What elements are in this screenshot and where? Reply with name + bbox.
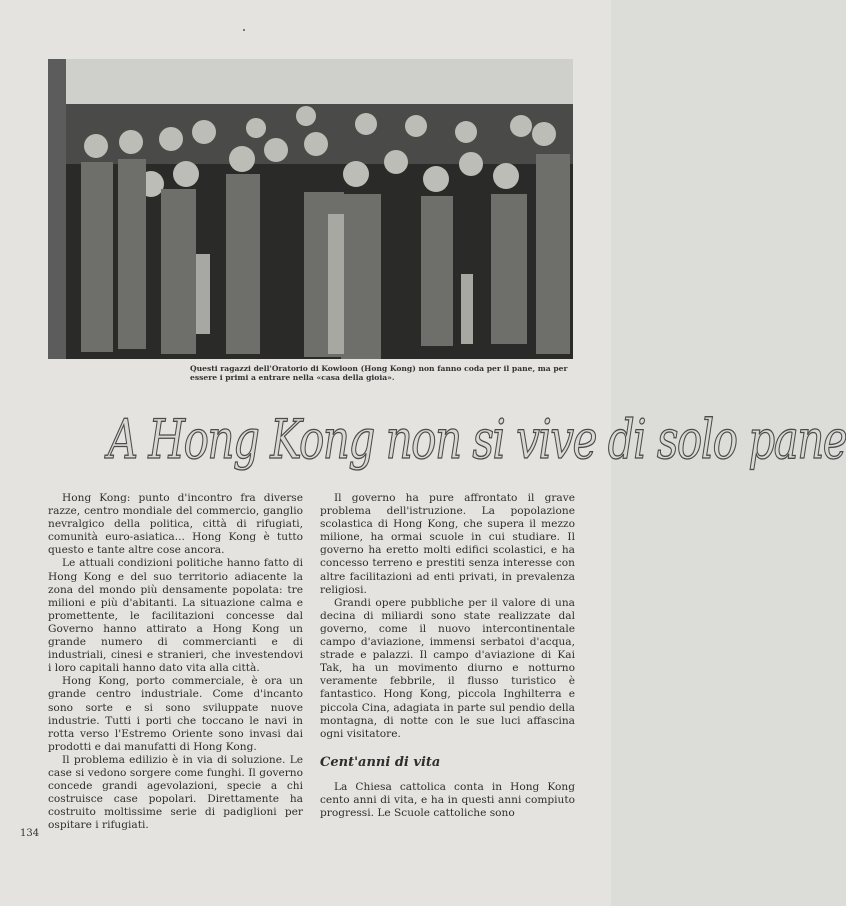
paragraph: Hong Kong: punto d'incontro fra diverse razze, centro mondiale del commercio, ganglio nevralgico della politica, città di rifugiati, comunità euro-asiatica... Hong Kong è tutto questo e tante altre cose ancora.: [48, 492, 303, 557]
article-headline: A Hong Kong non si vive di solo pane: [107, 408, 846, 471]
paragraph: Grandi opere pubbliche per il valore di una decina di miliardi sono state realizzate dal governo, come il nuovo intercontinentale campo d'aviazione, immensi serbatoi d'acqua, strade e palazzi. Il campo d'aviazione di Kai Tak, ha un movimento diurno e notturno veramente febbrile, il flusso turistico è fantastico. Hong Kong, piccola Inghilterra e piccola Cina, adagiata in parte sul pendio della montagna, di notte con le sue luci affascina ogni visitatore.: [320, 596, 575, 740]
print-speck: [243, 29, 245, 31]
paragraph: Il problema edilizio è in via di soluzione. Le case si vedono sorgere come funghi. Il governo concede grandi agevolazioni, specie a chi costruisce case popolari. Direttamente ha costruito moltissime serie di padiglioni per ospitare i rifugiati.: [48, 753, 303, 832]
section-subheading: Cent'anni di vita: [320, 754, 441, 770]
paragraph: La Chiesa cattolica conta in Hong Kong cento anni di vita, e ha in questi anni compiuto progressi. Le Scuole cattoliche sono: [320, 780, 575, 819]
children-group-illustration: [66, 104, 573, 359]
paragraph: Hong Kong, porto commerciale, è ora un grande centro industriale. Come d'incanto sono sorte e si sono sviluppate nuove industrie. Tutti i porti che toccano le navi in rotta verso l'Estremo Oriente sono invasi dai prodotti e dai manufatti di Hong Kong.: [48, 675, 303, 753]
page-number: 134: [20, 828, 40, 839]
photo-edge: [48, 59, 66, 359]
paragraph: Le attuali condizioni politiche hanno fatto di Hong Kong e del suo territorio adiacente la zona del mondo più densamente popolata: tre milioni e più d'abitanti. La situazione calma e promettente, le facilitazioni concesse dal Governo hanno attirato a Hong Kong un grande numero di commercianti e di industriali, cinesi e stranieri, che investendovi i loro capitali hanno dato vita alla città.: [48, 557, 303, 675]
photo-caption: Questi ragazzi dell'Oratorio di Kowloon (Hong Kong) non fanno coda per il pane, ma per essere i primi a entrare nella «casa della gioia».: [190, 364, 568, 382]
text-column-left: [48, 492, 303, 832]
photo-children-kowloon: [48, 59, 573, 359]
paragraph: Il governo ha pure affrontato il grave problema dell'istruzione. La popolazione scolastica di Hong Kong, che supera il mezzo milione, ha ormai scuole in cui studiare. Il governo ha eretto molti edifici scolastici, e ha concesso terreno e prestiti senza interesse con altre facilitazioni ad enti privati, in prevalenza religiosi.: [320, 492, 575, 596]
text-column-right: [320, 492, 575, 820]
